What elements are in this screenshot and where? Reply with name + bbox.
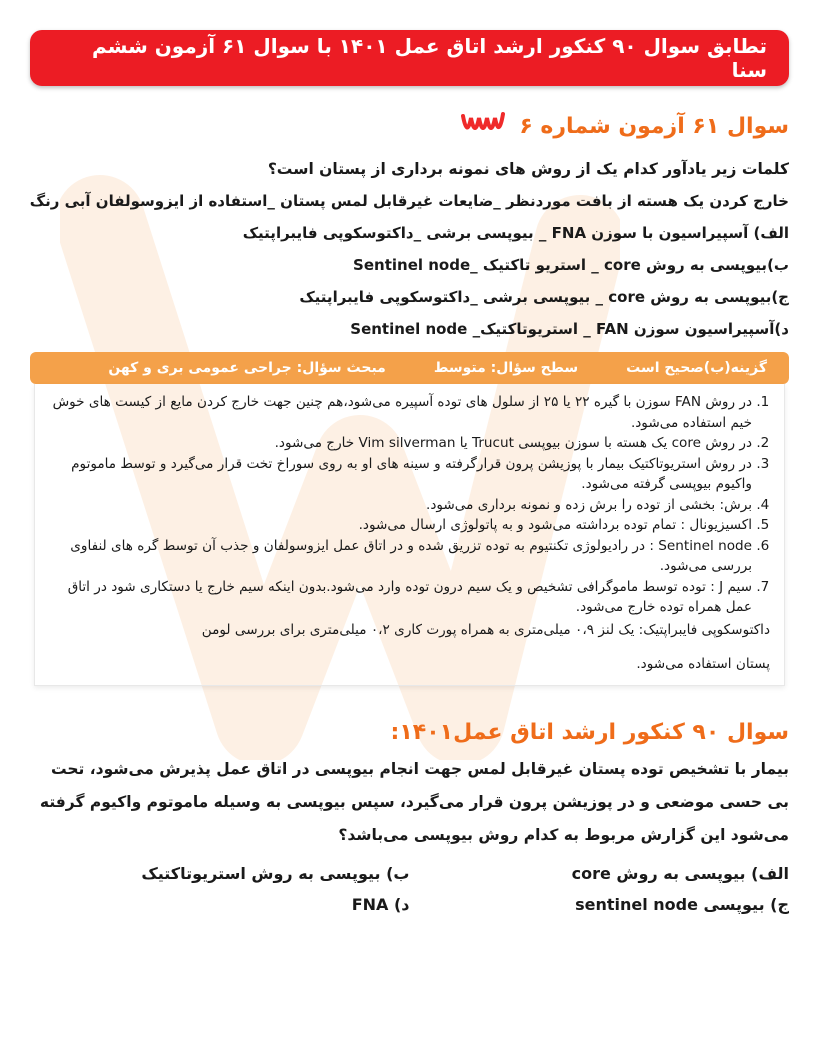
question90-text: بیمار با تشخیص توده پستان غیرقابل لمس جهت انجام بیوپسی در اتاق عمل پذیرش می‌شود، تحت بی حسی موضعی و در پوزیشن پرون قرار می‌گیرد، سپس بیوپسی به وسیله ماموتوم واکیوم گرفته می‌شود این گزارش مربوط به کدام روش بیوپسی می‌باشد؟ xyxy=(39,759,789,844)
wave-lines-icon xyxy=(459,108,505,144)
question61-heading xyxy=(30,108,789,144)
explanation-item: 1. در روش FAN سوزن با گیره ۲۲ یا ۲۵ از سلول های توده آسپیره می‌شود،هم چنین جهت خارج کردن مایع از کیست های خوش خیم استفاده می‌شود. xyxy=(49,392,752,433)
question90-option-c: ج) بیوپسی sentinel node xyxy=(575,894,789,914)
explanation-item: 6. Sentinel node : در رادیولوژی تکنتیوم به توده تزریق شده و در اتاق عمل ایزوسولفان و جذب آن توسط گره های لنفاوی بررسی می‌شود. xyxy=(49,536,752,577)
question61-option-b: ب)بیوپسی به روش core _ استریو تاکتیک _Sentinel node xyxy=(353,256,789,274)
question90-option-d: د) FNA xyxy=(351,894,410,914)
explanation-box xyxy=(34,384,785,686)
document-page xyxy=(0,30,819,914)
explanation-item: 3. در روش استریوتاکتیک بیمار با پوزیشن پرون قرارگرفته و سینه های او به روی سوراخ تخت قرار می‌گیرد و توسط ماموتوم واکیوم بیوپسی گرفته می‌شود. xyxy=(49,454,752,495)
explanation-item: 4. برش: بخشی از توده را برش زده و نمونه برداری می‌شود. xyxy=(49,495,752,516)
extra-note-end: پستان استفاده می‌شود. xyxy=(636,656,770,672)
explanation-item: 2. در روش core یک هسته با سوزن بیوپسی Trucut یا Vim silverman خارج می‌شود. xyxy=(49,433,752,454)
explanation-item: 7. سیم J : توده توسط ماموگرافی تشخیص و یک سیم درون توده وارد می‌شود.بدون اینکه سیم خارج یا دستکاری شود در اتاق عمل همراه توده خارج می‌شود. xyxy=(49,577,752,618)
explanation-item: 5. اکسیزیونال : تمام توده برداشته می‌شود و به پاتولوژی ارسال می‌شود. xyxy=(49,515,752,536)
question61-text: کلمات زیر یادآور کدام یک از روش های نمونه برداری از پستان است؟ xyxy=(267,160,789,178)
level-label: سطح سؤال: متوسط xyxy=(433,360,579,376)
question90-heading: سوال ۹۰ کنکور ارشد اتاق عمل۱۴۰۱: xyxy=(390,719,789,745)
banner-title: تطابق سوال ۹۰ کنکور ارشد اتاق عمل ۱۴۰۱ با سوال ۶۱ آزمون ششم سنا xyxy=(92,34,767,82)
question61-keywords: خارج کردن یک هسته از بافت موردنظر _ضایعات غیرقابل لمس پستان _استفاده از ایزوسولفان آبی رنگ xyxy=(30,192,789,210)
extra-note: داکتوسکوپی فایبراپتیک: یک لنز ۰،۹ میلی‌متری به همراه پورت کاری ۰،۲ میلی‌متری برای بررسی لومن xyxy=(201,621,770,638)
question61-option-d: د)آسپیراسیون سوزن FAN _ استریوتاکتیک_ Sentinel node xyxy=(350,320,789,338)
topic-label: مبحث سؤال: جراحی عمومی بری و کهن xyxy=(108,360,386,376)
answer-bar xyxy=(30,352,789,384)
question90-option-b: ب) بیوپسی به روش استریوتاکتیک xyxy=(141,863,410,883)
question61-heading-text: سوال ۶۱ آزمون شماره ۶ xyxy=(519,113,789,139)
question61-option-c: ج)بیوپسی به روش core _ بیوپسی برشی _داکتوسکوپی فایبراپتیک xyxy=(299,288,789,306)
question90-option-a: الف) بیوپسی به روش core xyxy=(571,863,789,883)
question90-options xyxy=(30,864,789,914)
title-banner xyxy=(30,30,789,86)
question61-option-a: الف) آسپیراسیون با سوزن FNA _ بیوپسی برشی _داکتوسکوپی فایبراپتیک xyxy=(242,224,789,242)
answer-label: گزینه(ب)صحیح است xyxy=(626,360,767,376)
